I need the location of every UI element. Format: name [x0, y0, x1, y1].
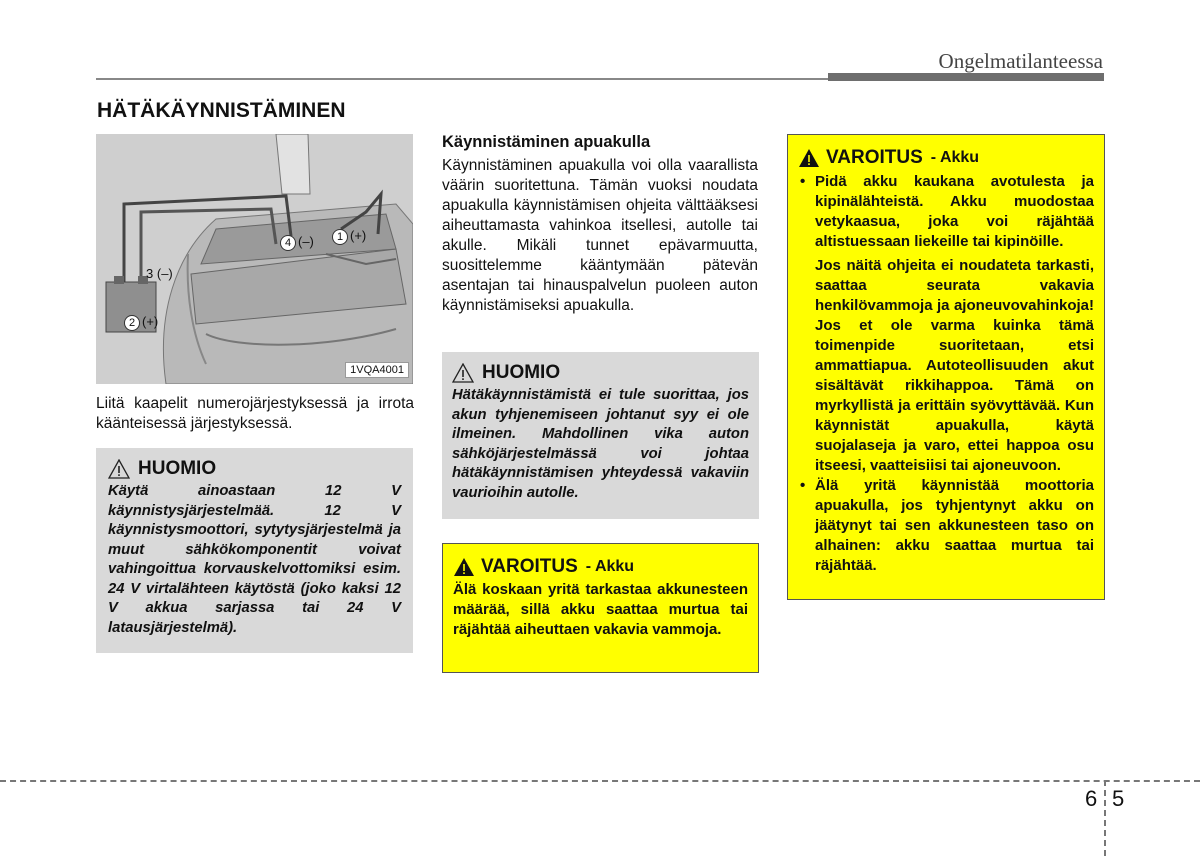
footer-dashed-divider: [1104, 780, 1106, 856]
subsection-heading: Käynnistäminen apuakulla: [442, 133, 651, 151]
caution-body: Hätäkäynnistämistä ei tule suorittaa, jos akun tyhjenemiseen johtanut syy ei ole ilmeinen. Mahdollinen vika auton sähköjärjestelmässä voi johtaa hätäkäynnistämisen yhteydessä vakaviin vaurioihin autolle.: [452, 387, 749, 501]
warning-bullet-list: [798, 172, 1094, 576]
section-title: HÄTÄKÄYNNISTÄMINEN: [97, 99, 346, 122]
warning-box-battery: [787, 134, 1105, 600]
warning-triangle-icon: [798, 148, 820, 168]
running-header-title: Ongelmatilanteessa: [938, 49, 1103, 73]
warning-title: VAROITUS - Akku: [798, 147, 1094, 169]
caution-box-voltage: [96, 448, 413, 653]
page-number: 5: [1112, 786, 1125, 811]
caution-triangle-icon: [452, 363, 474, 383]
figure-code: 1VQA4001: [345, 362, 409, 378]
warning-box-acid-check: [442, 543, 759, 673]
cable-label-4: 4 (–): [280, 234, 314, 251]
header-rule-accent: [828, 73, 1104, 81]
subsection-text: Käynnistäminen apuakulla voi olla vaarallista väärin suoritettuna. Tämän vuoksi noudata apuakulla käynnistämisen ohjeita välttääksesi aiheuttamasta vahinkoa itsellesi, autolle tai akulle. Mikäli tunnet epävarmuutta, suosittelemme kääntymään pätevän asentajan tai hinauspalvelun puoleen auton käynnistämiseksi apuakulla.: [442, 157, 758, 314]
cable-label-2: 2 (+): [124, 314, 158, 331]
warning-bullet: • Älä yritä käynnistää moottoria apuakulla, jos tyhjentynyt akku on jäätynyt tai sen akkunesteen taso on alhainen: akku saattaa murtua tai räjähtää.: [798, 476, 1094, 576]
chapter-number: 6: [1085, 786, 1098, 811]
figure-caption: Liitä kaapelit numerojärjestyksessä ja irrota käänteisessä järjestyksessä.: [96, 395, 414, 432]
warning-title: VAROITUS - Akku: [453, 556, 748, 578]
caution-title: HUOMIO: [452, 362, 749, 384]
caution-body: Käytä ainoastaan 12 V käynnistysjärjestelmää. 12 V käynnistysmoottori, sytytysjärjestelmä ja muut sähkökomponentit voivat vahingoittua korvauskelvottomiksi esim. 24 V virtalähteen käytöstä (joko kaksi 12 V akkua sarjassa tai 24 V latausjärjestelmä).: [108, 483, 401, 636]
caution-title: HUOMIO: [108, 458, 401, 480]
cable-label-3: 3 (–): [146, 266, 173, 281]
warning-body: Älä koskaan yritä tarkastaa akkunesteen määrää, sillä akku saattaa murtua tai räjähtää aiheuttaen vakavia vammoja.: [453, 581, 748, 638]
cable-label-1: 1 (+): [332, 228, 366, 245]
warning-triangle-icon: [453, 557, 475, 577]
warning-bullet: • Pidä akku kaukana avotulesta ja kipinälähteistä. Akku muodostaa vetykaasua, joka voi räjähtää altistuessaan liekeille tai kipinöille. Jos näitä ohjeita ei noudateta tarkasti, saattaa seurata vakavia henkilövammoja ja ajoneuvovahinkoja! Jos et ole varma kuinka tämä toimenpide suoritetaan, etsi ammattiapua. Autoteollisuuden akut sisältävät rikkihappoa. Tämä on myrkyllistä ja erittäin syövyttävää. Kun käynnistät apuakulla, käytä suojalaseja ja varo, ettei happoa osu itseesi, vaatteisiisi tai ajoneuvoon.: [798, 172, 1094, 476]
engine-bay-drawing: [96, 134, 413, 384]
jump-start-illustration: [96, 134, 413, 384]
caution-triangle-icon: [108, 459, 130, 479]
caution-box-battery-cause: [442, 352, 759, 519]
footer-dashed-rule: [0, 780, 1200, 782]
